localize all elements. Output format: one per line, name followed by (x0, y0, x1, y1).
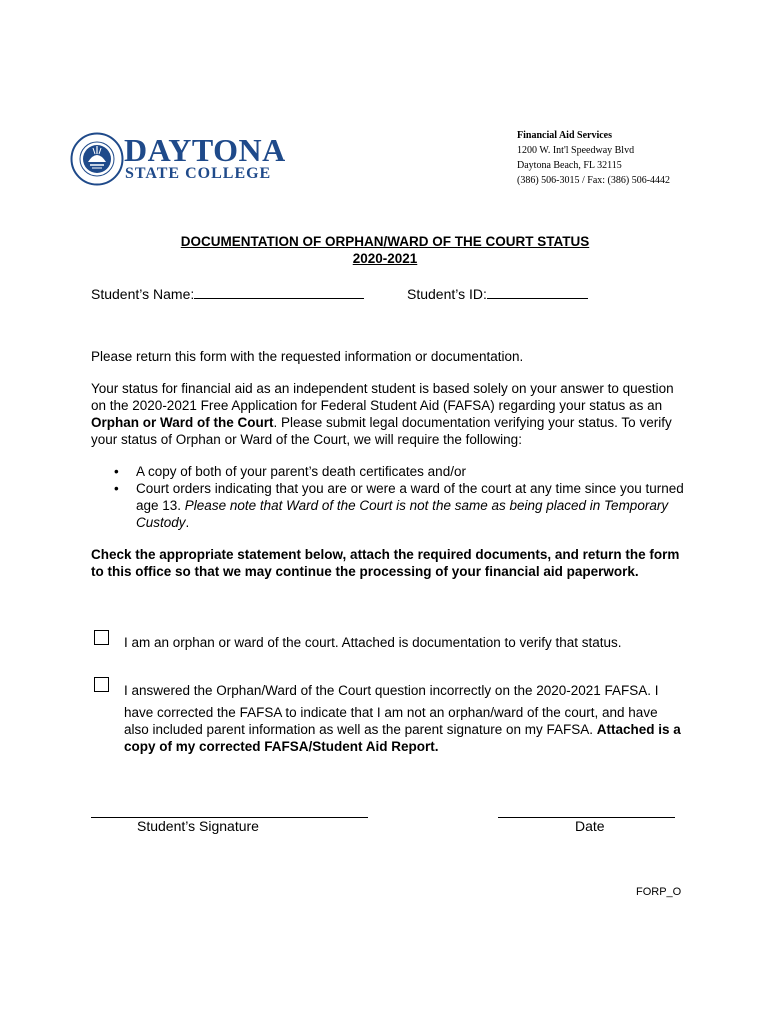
college-logo (70, 132, 285, 190)
date-label: Date (575, 818, 605, 834)
office-street: 1200 W. Int'l Speedway Blvd (517, 145, 635, 156)
bullet-2-text: Court orders indicating that you are or were a ward of the court at any time since you turned age 13. (136, 481, 684, 513)
list-item (91, 480, 691, 531)
status-text-1: Your status for financial aid as an independent student is based solely on your answer to question on the 2020-2021 Free Application for Federal Student Aid (FAFSA) regarding your status as an (91, 381, 674, 413)
student-id-input[interactable] (487, 284, 588, 299)
bullet-2-italic: Please note that Ward of the Court is not the same as being placed in Temporary Custody (136, 498, 669, 530)
requirements-list (91, 463, 691, 531)
instruction-paragraph: Check the appropriate statement below, attach the required documents, and return the form to this office so that we may continue the processing of your financial aid paperwork. (91, 547, 680, 579)
option-1-checkbox[interactable] (94, 630, 109, 645)
student-id-field (407, 284, 588, 302)
college-seal-icon (70, 132, 124, 186)
student-name-input[interactable] (194, 284, 364, 299)
title-line-2: 2020-2021 (352, 251, 418, 266)
bullet-2-end: . (185, 515, 190, 530)
student-id-label: Student’s ID: (407, 286, 487, 302)
intro-paragraph: Please return this form with the requested information or documentation. (91, 349, 524, 364)
logo-subname: STATE COLLEGE (125, 165, 272, 182)
office-city: Daytona Beach, FL 32115 (517, 160, 622, 171)
list-item (91, 463, 691, 480)
option-2-body: have corrected the FAFSA to indicate that I am not an orphan/ward of the court, and have also included parent information as well as the parent signature on my FAFSA. (124, 705, 658, 737)
option-2-checkbox[interactable] (94, 677, 109, 692)
option-2-first-line: I answered the Orphan/Ward of the Court question incorrectly on the 2020-2021 FAFSA. I (124, 683, 659, 698)
status-text-2: . Please submit legal documentation verifying your status. To verify your status of Orphan or Ward of the Court, we will require the following: (91, 415, 672, 447)
status-bold: Orphan or Ward of the Court (91, 415, 274, 430)
option-2-bold: Attached is a copy of my corrected FAFSA/Student Aid Report. (124, 722, 681, 754)
bullet-icon: • (114, 481, 119, 496)
status-paragraph (91, 380, 691, 448)
office-phone: (386) 506-3015 / Fax: (386) 506-4442 (517, 175, 671, 186)
form-code: FORP_O (636, 886, 682, 898)
student-name-label: Student’s Name: (91, 286, 195, 302)
bullet-1-text: A copy of both of your parent’s death certificates and/or (136, 464, 466, 479)
option-2-text (124, 704, 686, 755)
logo-name: DAYTONA (124, 132, 286, 168)
page-title (0, 233, 770, 267)
title-line-1: DOCUMENTATION OF ORPHAN/WARD OF THE COURT STATUS (180, 234, 590, 249)
office-address-block (517, 128, 670, 188)
office-name: Financial Aid Services (517, 130, 612, 141)
bullet-icon: • (114, 464, 119, 479)
option-1-text: I am an orphan or ward of the court. Attached is documentation to verify that status. (124, 635, 622, 650)
signature-label: Student’s Signature (137, 818, 259, 834)
student-name-field (91, 284, 364, 302)
